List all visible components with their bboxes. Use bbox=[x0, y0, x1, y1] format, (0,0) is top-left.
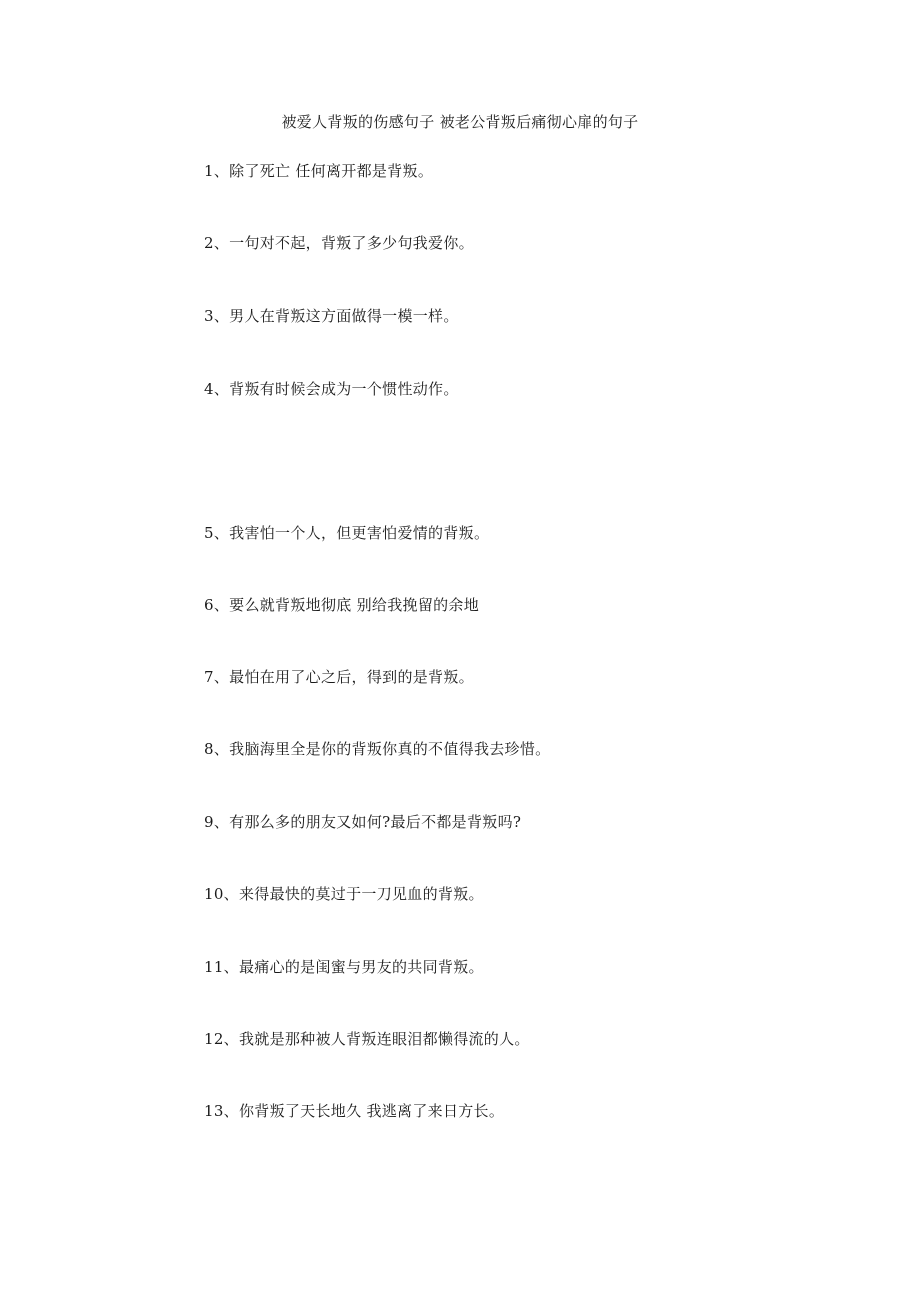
document-title: 被爱人背叛的伤感句子 被老公背叛后痛彻心扉的句子 bbox=[281, 113, 639, 131]
sentence-item-11: 11、最痛心的是闺蜜与男友的共同背叛。 bbox=[204, 958, 484, 976]
sentence-item-3: 3、男人在背叛这方面做得一模一样。 bbox=[204, 307, 459, 325]
sentence-item-6: 6、要么就背叛地彻底 别给我挽留的余地 bbox=[204, 596, 480, 614]
sentence-item-7: 7、最怕在用了心之后，得到的是背叛。 bbox=[204, 668, 474, 686]
sentence-item-1: 1、除了死亡 任何离开都是背叛。 bbox=[204, 162, 434, 180]
sentence-item-5: 5、我害怕一个人，但更害怕爱情的背叛。 bbox=[204, 524, 490, 542]
sentence-item-2: 2、一句对不起，背叛了多少句我爱你。 bbox=[204, 234, 474, 252]
sentence-item-12: 12、我就是那种被人背叛连眼泪都懒得流的人。 bbox=[204, 1030, 530, 1048]
sentence-item-8: 8、我脑海里全是你的背叛你真的不值得我去珍惜。 bbox=[204, 740, 551, 758]
sentence-item-4: 4、背叛有时候会成为一个惯性动作。 bbox=[204, 380, 459, 398]
sentence-item-10: 10、来得最快的莫过于一刀见血的背叛。 bbox=[204, 885, 484, 903]
sentence-item-9: 9、有那么多的朋友又如何?最后不都是背叛吗? bbox=[204, 813, 522, 831]
sentence-item-13: 13、你背叛了天长地久 我逃离了来日方长。 bbox=[204, 1102, 505, 1120]
